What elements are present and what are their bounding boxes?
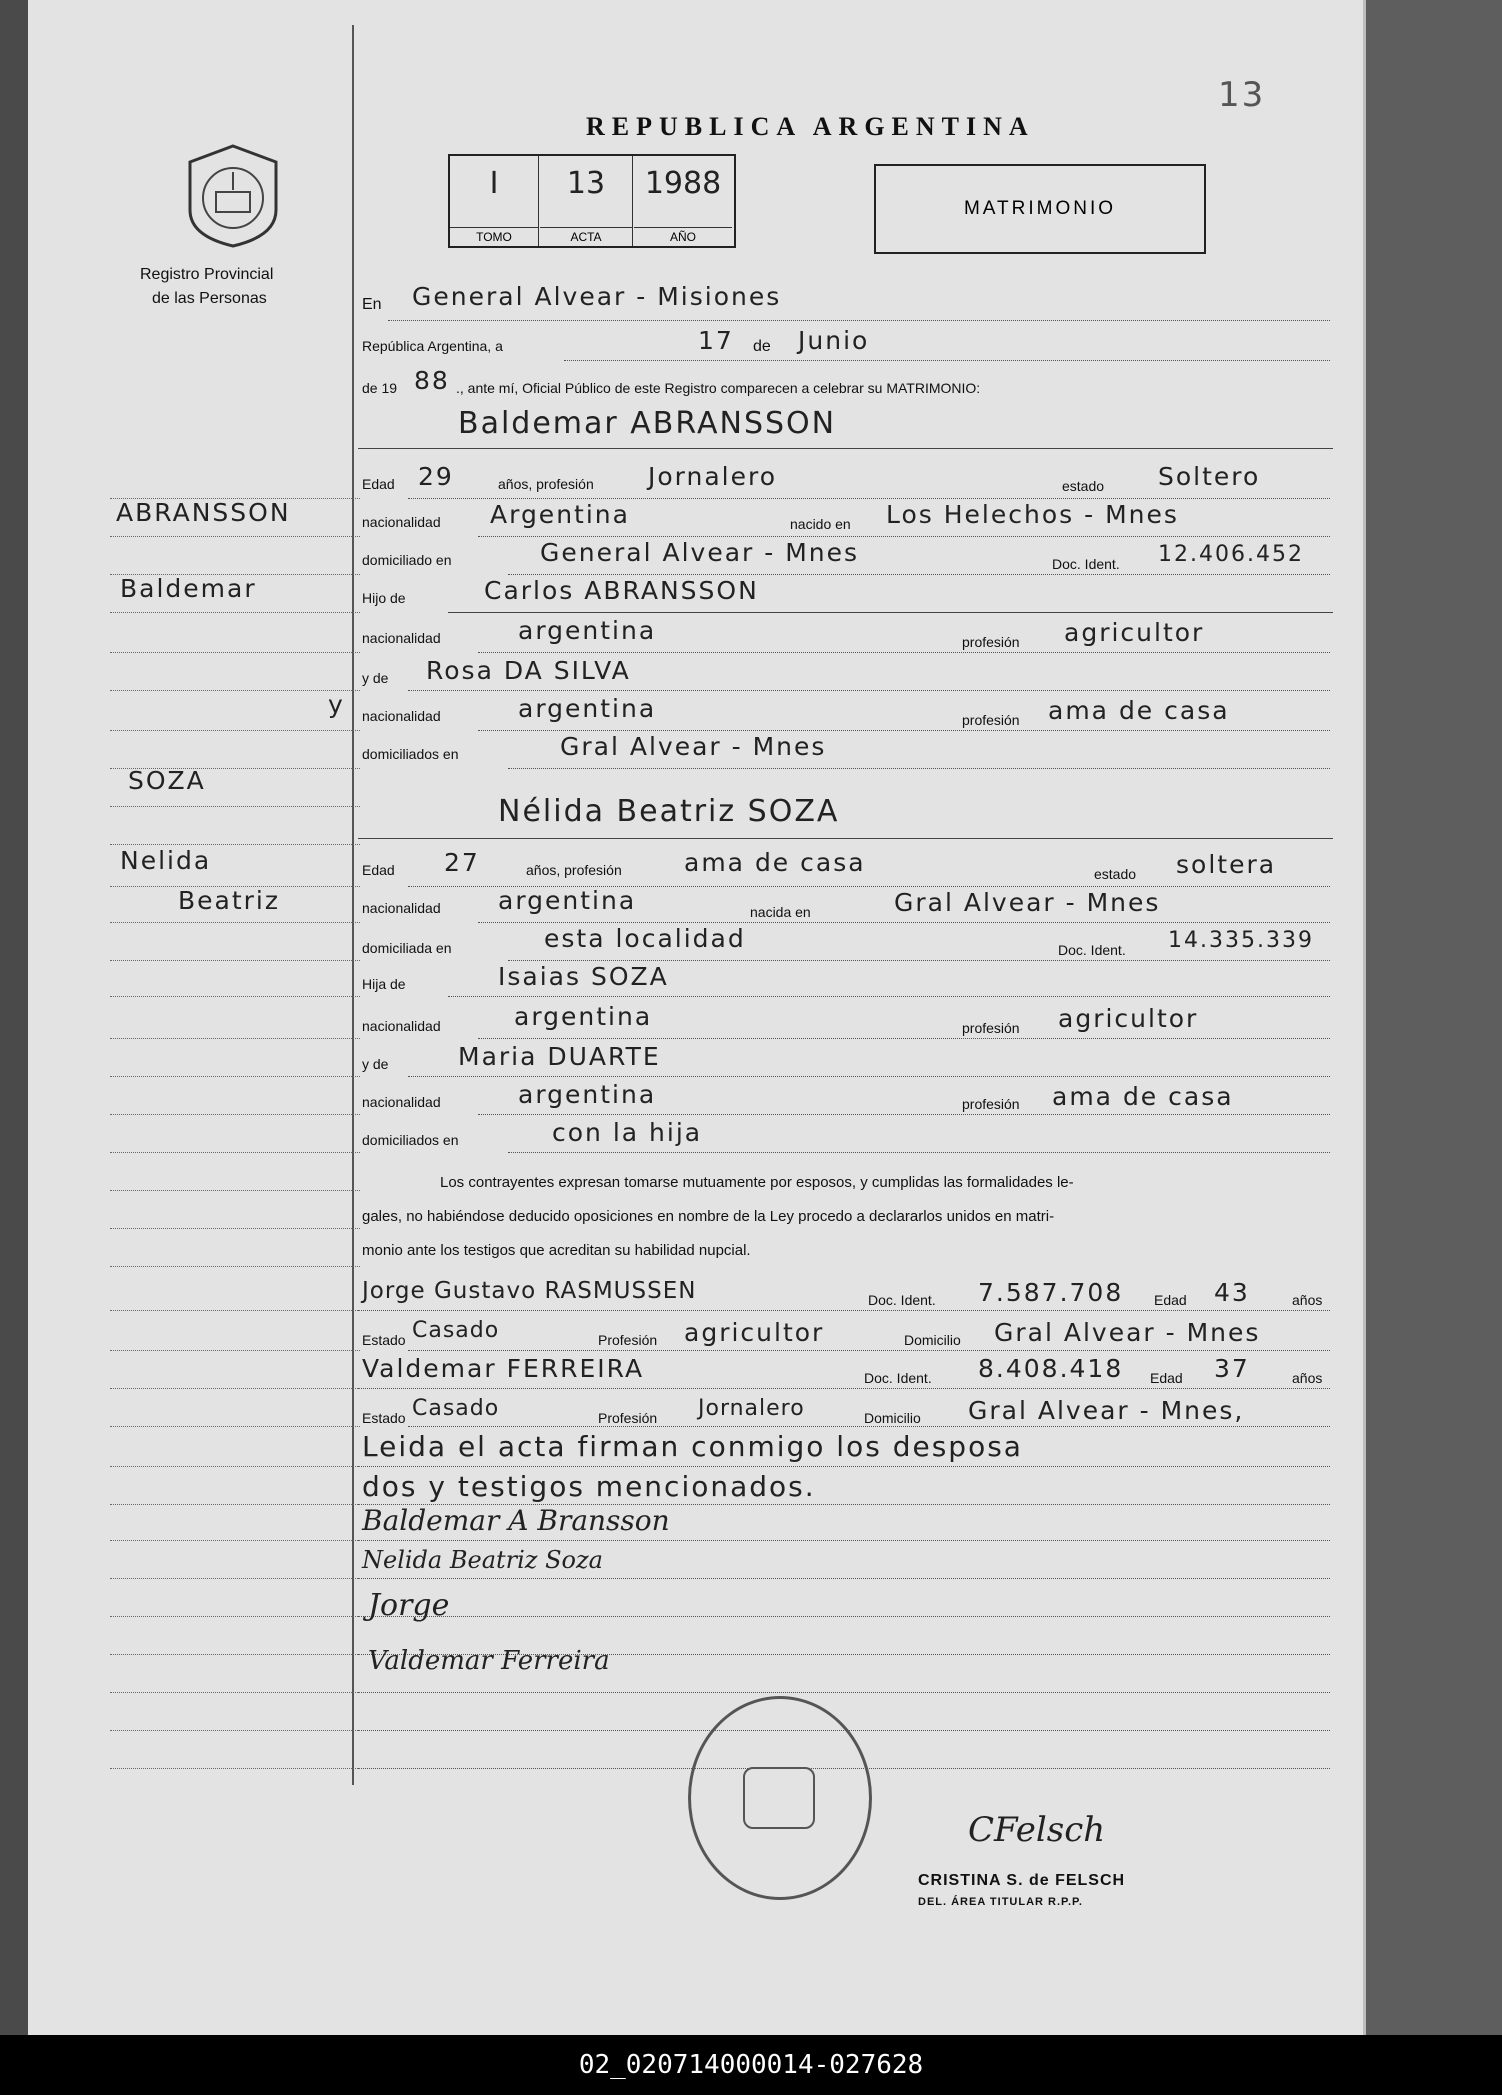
groom-father: Carlos ABRANSSON — [484, 576, 759, 605]
book-binding — [0, 0, 28, 2035]
witness1-status: Casado — [412, 1318, 500, 1343]
body-line3: monio ante los testigos que acreditan su habilidad nupcial. — [362, 1242, 751, 1259]
marriage-day: 17 — [698, 326, 734, 355]
year-prefix: de 19 — [362, 380, 398, 396]
bride-doc: 14.335.339 — [1168, 928, 1314, 953]
prof-label: profesión — [962, 1020, 1020, 1036]
witness2-address: Gral Alvear - Mnes, — [968, 1396, 1245, 1425]
prof-label: Profesión — [598, 1332, 658, 1348]
edad-label: Edad — [1154, 1292, 1187, 1308]
groom-birthplace: Los Helechos - Mnes — [886, 500, 1179, 529]
doc-label: Doc. Ident. — [868, 1292, 936, 1308]
province-seal-icon — [178, 140, 288, 250]
record-type: MATRIMONIO — [963, 198, 1117, 219]
margin-bride-name2: Beatriz — [178, 886, 281, 915]
dom-label: Domicilio — [864, 1410, 921, 1426]
witness1-occupation: agricultor — [684, 1318, 825, 1347]
prof-label: profesión — [962, 712, 1020, 728]
bride-father: Isaias SOZA — [498, 962, 669, 991]
groom-mother-nationality: argentina — [518, 694, 657, 723]
bride-birthplace: Gral Alvear - Mnes — [894, 888, 1161, 917]
margin-bride-surname: SOZA — [128, 766, 206, 795]
body-line2: gales, no habiéndose deducido oposiciones en nombre de la Ley procedo a declararlos unidos en matri- — [362, 1208, 1055, 1225]
witness2-name: Valdemar FERREIRA — [362, 1354, 645, 1383]
prof-label: profesión — [962, 634, 1020, 650]
groom-father-occupation: agricultor — [1064, 618, 1205, 647]
groom-occupation: Jornalero — [648, 462, 778, 491]
edad-label: Edad — [362, 476, 395, 492]
margin-groom-surname: ABRANSSON — [116, 498, 291, 527]
margin-conjunction: y — [328, 690, 345, 719]
witness2-doc: 8.408.418 — [978, 1354, 1124, 1383]
margin-bride-name1: Nelida — [120, 846, 212, 875]
groom-mother: Rosa DA SILVA — [426, 656, 631, 685]
registry-line1: Registro Provincial — [140, 266, 274, 283]
hijo-label: Hijo de — [362, 590, 406, 606]
doc-label: Doc. Ident. — [1052, 556, 1120, 572]
document-page — [28, 0, 1366, 2035]
witness2-status: Casado — [412, 1396, 500, 1421]
bride-signature: Nelida Beatriz Soza — [362, 1546, 603, 1574]
groom-age: 29 — [418, 462, 454, 491]
bride-address: esta localidad — [544, 924, 746, 953]
nac-label: nacionalidad — [362, 1094, 441, 1110]
witness2-signature: Valdemar Ferreira — [368, 1646, 610, 1676]
edad-label: Edad — [1150, 1370, 1183, 1386]
groom-nationality: Argentina — [490, 500, 630, 529]
image-caption: 02_020714000014-027628 — [0, 2035, 1502, 2095]
dom-label: domiciliada en — [362, 940, 452, 956]
marriage-year: 88 — [414, 366, 450, 395]
estado-label: estado — [1062, 478, 1105, 494]
anos-label: años — [1292, 1370, 1323, 1386]
witness1-name: Jorge Gustavo RASMUSSEN — [362, 1278, 697, 1304]
margin-groom-name: Baldemar — [120, 574, 257, 603]
witness1-age: 43 — [1214, 1278, 1250, 1307]
estado-label: Estado — [362, 1410, 406, 1426]
bride-occupation: ama de casa — [684, 848, 866, 877]
bride-parents-address: con la hija — [552, 1118, 703, 1147]
official-stamp-icon — [688, 1696, 872, 1900]
prof-label: Profesión — [598, 1410, 658, 1426]
marriage-place: General Alvear - Misiones — [412, 282, 782, 311]
bride-status: soltera — [1176, 850, 1277, 879]
groom-full-name: Baldemar ABRANSSON — [458, 406, 837, 441]
nacida-label: nacida en — [750, 904, 811, 920]
closing-line2: dos y testigos mencionados. — [362, 1470, 816, 1503]
bride-mother: Maria DUARTE — [458, 1042, 661, 1071]
witness1-address: Gral Alvear - Mnes — [994, 1318, 1261, 1347]
page-edge — [1360, 0, 1502, 2035]
witness1-signature: Jorge — [368, 1588, 450, 1623]
bride-father-nationality: argentina — [514, 1002, 653, 1031]
official-name: CRISTINA S. de FELSCH — [918, 1872, 1126, 1889]
bride-nationality: argentina — [498, 886, 637, 915]
doms-label: domiciliados en — [362, 1132, 459, 1148]
record-id-box: I TOMO 13 ACTA 1988 AÑO — [448, 154, 736, 248]
closing-line1: Leida el acta firman conmigo los desposa — [362, 1430, 1023, 1463]
nac-label: nacionalidad — [362, 900, 441, 916]
margin-rule — [352, 25, 354, 1785]
appearance-text: ., ante mí, Oficial Público de este Registro comparecen a celebrar su MATRIMONIO: — [456, 380, 981, 396]
registry-line2: de las Personas — [152, 290, 267, 307]
rep-label: República Argentina, a — [362, 338, 503, 354]
prof-label: años, profesión — [498, 476, 594, 492]
groom-parents-address: Gral Alvear - Mnes — [560, 732, 827, 761]
yde-label: y de — [362, 1056, 389, 1072]
groom-doc: 12.406.452 — [1158, 542, 1304, 567]
doms-label: domiciliados en — [362, 746, 459, 762]
doc-label: Doc. Ident. — [864, 1370, 932, 1386]
bride-father-occupation: agricultor — [1058, 1004, 1199, 1033]
en-label: En — [362, 296, 382, 313]
estado-label: estado — [1094, 866, 1137, 882]
country-title: REPUBLICA ARGENTINA — [586, 112, 1035, 141]
de-label: de — [753, 338, 771, 355]
prof-label: profesión — [962, 1096, 1020, 1112]
doc-label: Doc. Ident. — [1058, 942, 1126, 958]
witness2-occupation: Jornalero — [698, 1396, 805, 1421]
nac-label: nacionalidad — [362, 514, 441, 530]
nac-label: nacionalidad — [362, 630, 441, 646]
dom-label: Domicilio — [904, 1332, 961, 1348]
bride-mother-nationality: argentina — [518, 1080, 657, 1109]
official-title: DEL. ÁREA TITULAR R.P.P. — [918, 1896, 1083, 1908]
bride-full-name: Nélida Beatriz SOZA — [498, 794, 840, 829]
witness1-doc: 7.587.708 — [978, 1278, 1124, 1307]
anos-label: años — [1292, 1292, 1323, 1308]
groom-signature: Baldemar A Bransson — [362, 1504, 670, 1537]
groom-status: Soltero — [1158, 462, 1261, 491]
record-type-box — [874, 164, 1206, 254]
edad-label: Edad — [362, 862, 395, 878]
bride-mother-occupation: ama de casa — [1052, 1082, 1234, 1111]
groom-father-nationality: argentina — [518, 616, 657, 645]
body-line1: Los contrayentes expresan tomarse mutuamente por esposos, y cumplidas las formalidades le- — [440, 1174, 1074, 1191]
yde-label: y de — [362, 670, 389, 686]
estado-label: Estado — [362, 1332, 406, 1348]
prof-label: años, profesión — [526, 862, 622, 878]
groom-mother-occupation: ama de casa — [1048, 696, 1230, 725]
nac-label: nacionalidad — [362, 708, 441, 724]
bride-age: 27 — [444, 848, 480, 877]
groom-address: General Alvear - Mnes — [540, 538, 860, 567]
marriage-month: Junio — [798, 326, 870, 355]
nacido-label: nacido en — [790, 516, 851, 532]
witness2-age: 37 — [1214, 1354, 1250, 1383]
page-number: 13 — [1218, 75, 1266, 115]
official-signature: CFelsch — [968, 1810, 1106, 1850]
nac-label: nacionalidad — [362, 1018, 441, 1034]
dom-label: domiciliado en — [362, 552, 452, 568]
hija-label: Hija de — [362, 976, 406, 992]
